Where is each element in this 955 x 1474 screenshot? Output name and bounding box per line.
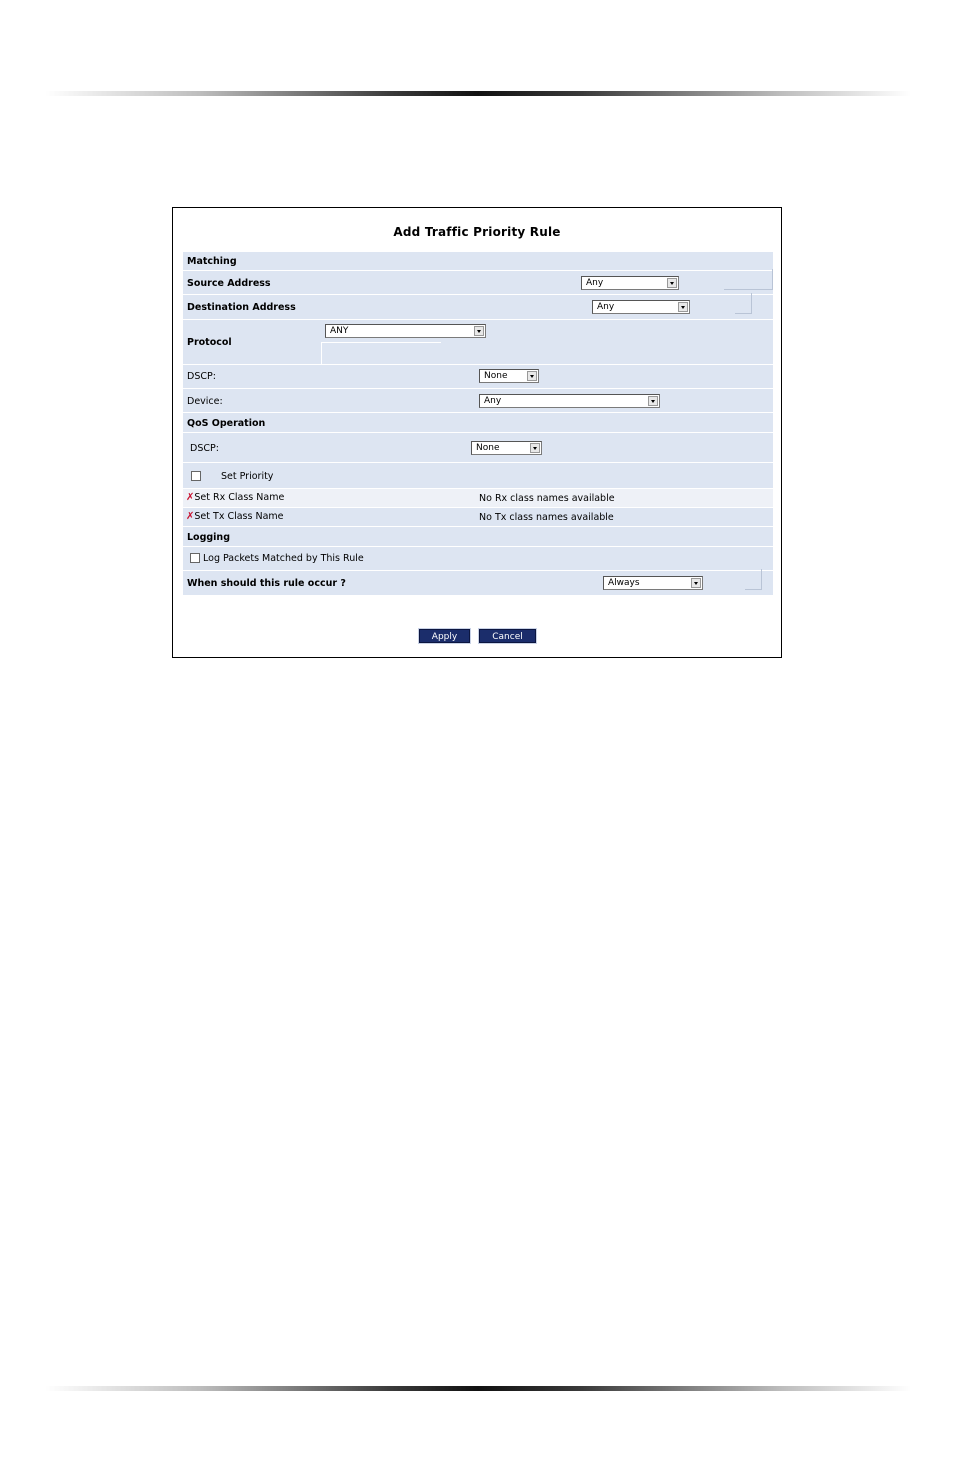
- source-address-value: Any: [586, 278, 604, 288]
- set-priority-label: Set Priority: [221, 471, 274, 482]
- logging-section-header: [183, 527, 773, 547]
- source-address-select[interactable]: [581, 276, 679, 290]
- set-rx-class-row: [183, 489, 773, 508]
- device-select[interactable]: [479, 394, 660, 408]
- dscp-match-value: None: [484, 371, 508, 381]
- set-rx-class-value: No Rx class names available: [479, 493, 615, 504]
- apply-button[interactable]: Apply: [419, 629, 470, 643]
- dialog-title: Add Traffic Priority Rule: [393, 225, 561, 239]
- log-packets-row: [183, 547, 773, 571]
- error-x-icon: ✗: [186, 511, 195, 522]
- chevron-down-icon[interactable]: [667, 278, 677, 288]
- set-rx-class-label: Set Rx Class Name: [194, 492, 285, 503]
- error-x-icon: ✗: [186, 492, 195, 503]
- device-value: Any: [484, 396, 502, 406]
- set-rx-class-label-group: [186, 492, 284, 503]
- schedule-row: [183, 571, 773, 595]
- dscp-match-label: DSCP:: [187, 371, 216, 382]
- matching-label: Matching: [187, 256, 237, 267]
- dscp-set-value: None: [476, 443, 500, 453]
- matching-section-header: [183, 252, 773, 271]
- schedule-value: Always: [608, 578, 640, 588]
- set-tx-class-row: [183, 508, 773, 527]
- set-tx-class-value: No Tx class names available: [479, 512, 614, 523]
- cell-divider: [724, 269, 773, 290]
- add-traffic-priority-rule-dialog: [172, 207, 782, 658]
- cell-divider: [735, 293, 752, 314]
- dscp-match-select[interactable]: [479, 369, 539, 383]
- chevron-down-icon[interactable]: [474, 326, 484, 336]
- protocol-value: ANY: [330, 326, 349, 336]
- cell-divider: [321, 342, 441, 343]
- chevron-down-icon[interactable]: [530, 443, 540, 453]
- qos-operation-section-header: [183, 413, 773, 433]
- log-packets-label: Log Packets Matched by This Rule: [203, 553, 364, 564]
- cancel-button[interactable]: Cancel: [479, 629, 536, 643]
- dscp-set-label: DSCP:: [190, 443, 219, 454]
- log-packets-checkbox[interactable]: [190, 553, 200, 563]
- chevron-down-icon[interactable]: [691, 578, 701, 588]
- destination-address-value: Any: [597, 302, 615, 312]
- set-priority-row: [183, 463, 773, 489]
- device-row: [183, 389, 773, 413]
- schedule-label: When should this rule occur ?: [187, 578, 346, 589]
- chevron-down-icon[interactable]: [678, 302, 688, 312]
- source-address-row: [183, 271, 773, 295]
- cell-divider: [321, 342, 322, 364]
- chevron-down-icon[interactable]: [527, 371, 537, 381]
- chevron-down-icon[interactable]: [648, 396, 658, 406]
- footer-rule: [45, 1386, 911, 1391]
- qos-operation-label: QoS Operation: [187, 418, 266, 429]
- header-rule: [45, 91, 911, 96]
- dscp-set-select[interactable]: [471, 441, 542, 455]
- set-tx-class-label: Set Tx Class Name: [194, 511, 284, 522]
- set-priority-checkbox[interactable]: [191, 471, 201, 481]
- device-label: Device:: [187, 396, 223, 407]
- destination-address-select[interactable]: [592, 300, 690, 314]
- logging-label: Logging: [187, 532, 231, 543]
- dscp-set-row: [183, 433, 773, 463]
- protocol-row: [183, 320, 773, 365]
- source-address-label: Source Address: [187, 278, 271, 289]
- destination-address-row: [183, 295, 773, 320]
- schedule-select[interactable]: [603, 576, 703, 590]
- protocol-label: Protocol: [187, 337, 232, 348]
- set-tx-class-label-group: [186, 511, 284, 522]
- protocol-select[interactable]: [325, 324, 486, 338]
- destination-address-label: Destination Address: [187, 302, 296, 313]
- dscp-match-row: [183, 365, 773, 389]
- cell-divider: [745, 569, 762, 590]
